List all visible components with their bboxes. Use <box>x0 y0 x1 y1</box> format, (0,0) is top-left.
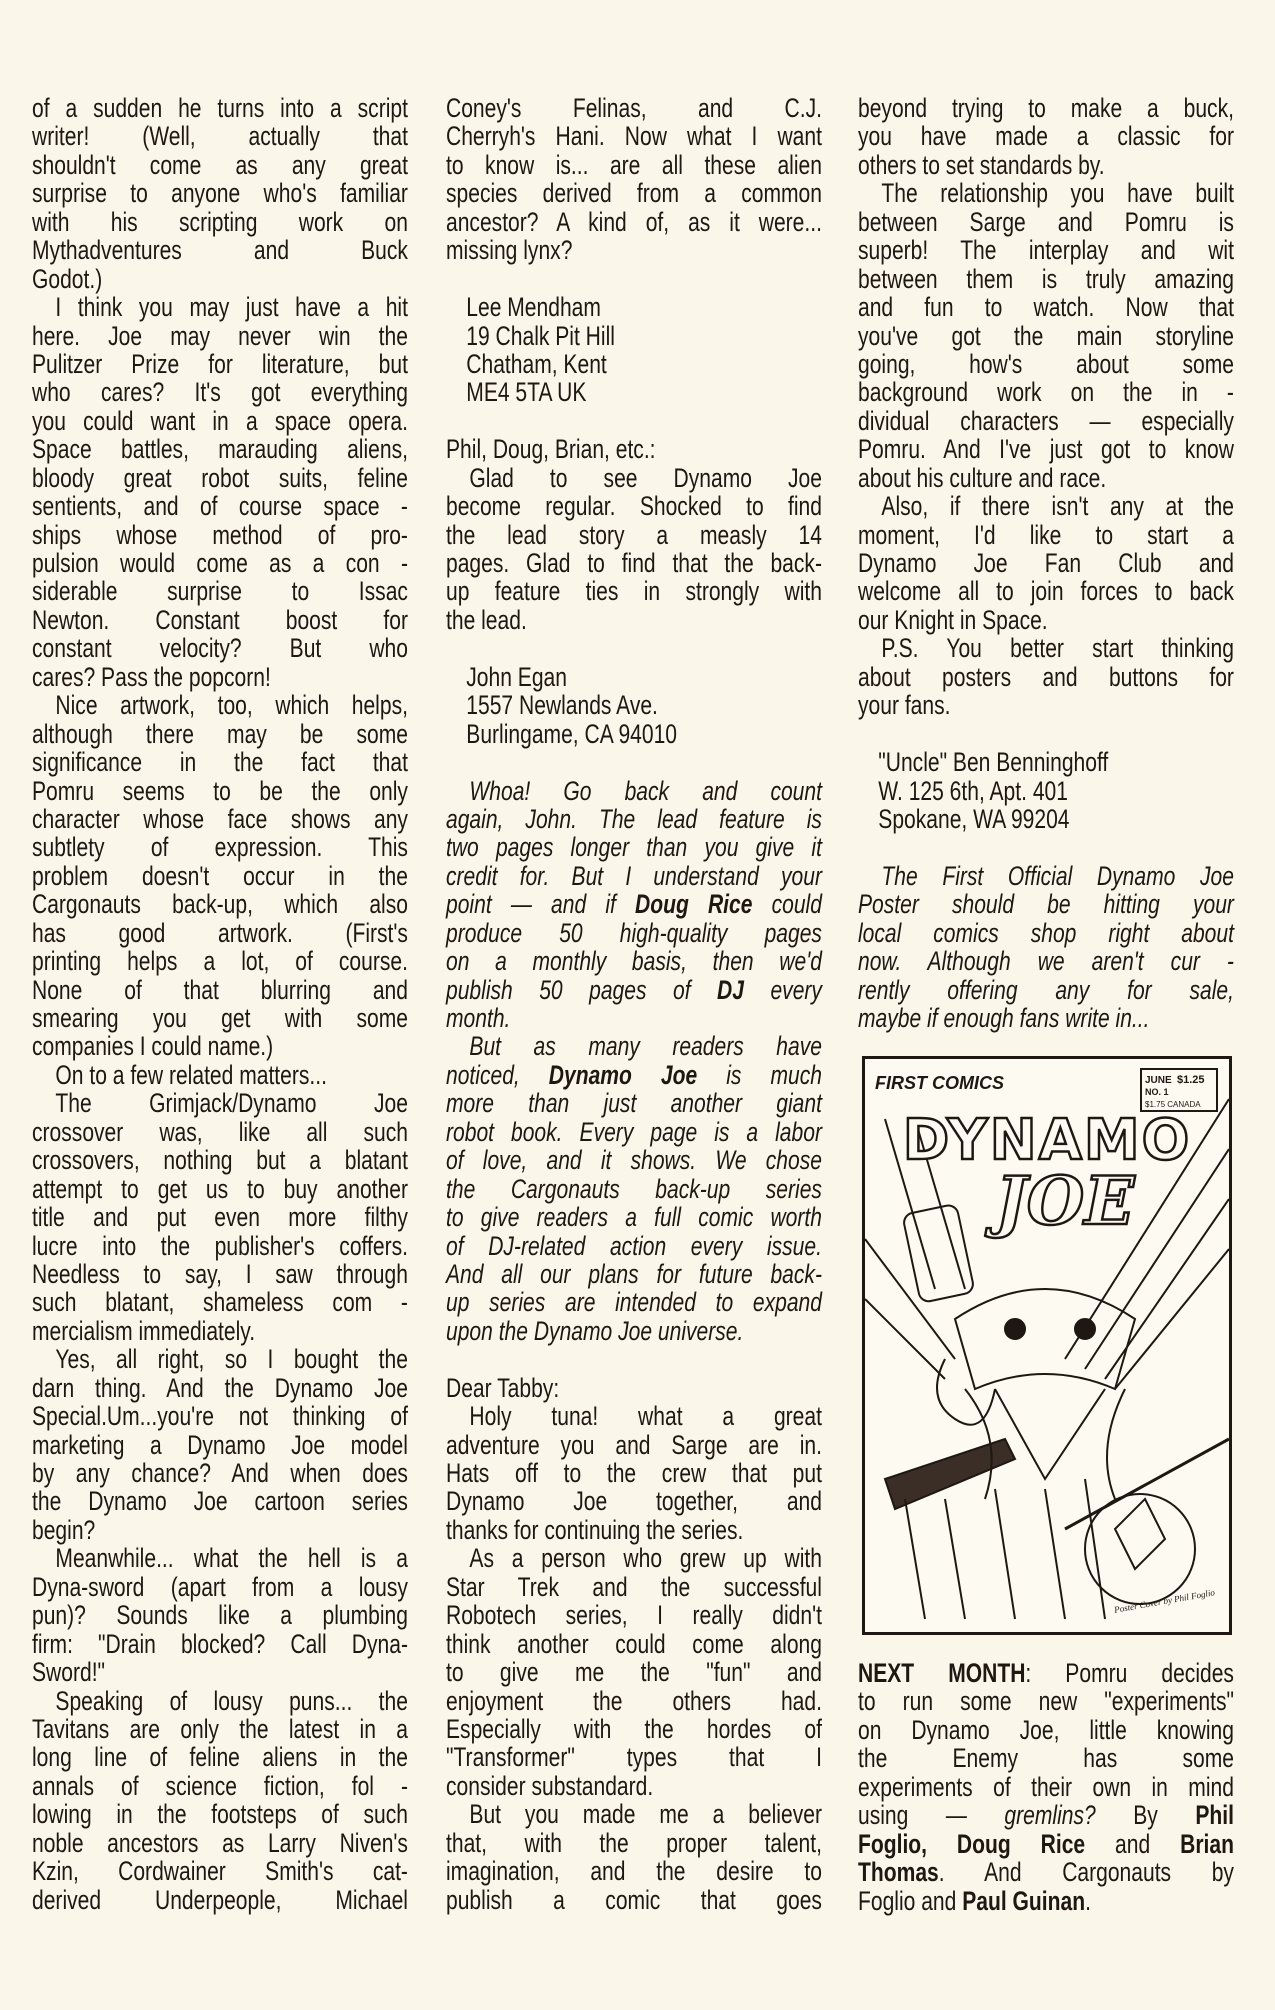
letter-paragraph <box>32 1687 408 1915</box>
text-line: Glad to see Dynamo Joe <box>469 462 822 493</box>
letter-paragraph <box>446 94 822 265</box>
text-line <box>446 976 822 1004</box>
text-line: Nice artwork, too, which helps, <box>55 690 408 721</box>
text-line: crossover was, like all such <box>32 1116 408 1147</box>
text-line: about his culture and race. <box>858 462 1107 493</box>
text-line: who cares? It's got everything <box>32 377 408 408</box>
text-line: to run some new "experiments" <box>858 1686 1234 1717</box>
text-line: your fans. <box>858 690 951 721</box>
text-line: ships whose method of pro- <box>32 519 408 550</box>
text-line: Cherryh's Hani. Now what I want <box>446 121 822 152</box>
issue-price-canada: $1.75 CANADA <box>1145 1100 1201 1109</box>
bold-text: Dynamo Joe <box>548 1059 698 1090</box>
text-line: publish a comic that goes <box>446 1884 822 1915</box>
text-line: you have made a classic for <box>858 121 1234 152</box>
letter-paragraph <box>32 1345 408 1544</box>
text-line: going, how's about some <box>858 348 1234 379</box>
text-line: The Grimjack/Dynamo Joe <box>55 1088 408 1119</box>
text-line: of love, and it shows. We chose <box>446 1145 822 1176</box>
text-line: writer! (Well, actually that <box>32 121 408 152</box>
text-run: Foglio and <box>858 1885 963 1916</box>
text-run: and <box>1085 1828 1181 1859</box>
text-line: Hats off to the crew that put <box>446 1458 822 1488</box>
text-line: two pages longer than you give it <box>446 832 822 863</box>
text-line: "Transformer" types that I <box>446 1742 822 1773</box>
bold-text: Doug Rice <box>635 889 753 920</box>
text-line: Chatham, Kent <box>466 348 607 379</box>
letter-paragraph <box>32 1061 408 1089</box>
text-line: firm: "Drain blocked? Call Dyna- <box>32 1628 408 1659</box>
letter-paragraph <box>32 1089 408 1345</box>
text-line: And all our plans for future back- <box>446 1258 822 1289</box>
text-line: now. Although we aren't cur - <box>858 946 1234 977</box>
text-line: constant velocity? But who <box>32 633 408 664</box>
text-line: Space battles, marauding aliens, <box>32 434 408 465</box>
text-line: pun)? Sounds like a plumbing <box>32 1600 408 1631</box>
text-line: the Enemy has some <box>858 1743 1234 1774</box>
text-line <box>446 1061 822 1089</box>
text-line: moment, I'd like to start a <box>858 519 1234 550</box>
text-line: long line of feline aliens in the <box>32 1742 408 1773</box>
poster-artwork <box>865 1059 1229 1632</box>
text-line: "Uncle" Ben Benninghoff <box>878 747 1109 778</box>
text-line: John Egan <box>466 661 567 692</box>
text-line: derived Underpeople, Michael <box>32 1884 408 1915</box>
text-line: of a sudden he turns into a script <box>32 93 408 123</box>
text-line: begin? <box>32 1514 96 1545</box>
text-line: companies I could name.) <box>32 1031 274 1062</box>
text-line: rently offering any for sale, <box>858 974 1234 1005</box>
bold-text: NEXT MONTH <box>858 1658 1026 1688</box>
blank-line <box>446 748 822 776</box>
text-line: the Dynamo Joe cartoon series <box>32 1486 408 1517</box>
text-line: local comics shop right about <box>858 917 1234 948</box>
text-line: Kzin, Cordwainer Smith's cat- <box>32 1856 408 1887</box>
letter-paragraph <box>858 634 1234 719</box>
text-line: become regular. Shocked to find <box>446 491 822 522</box>
text-line: Tavitans are only the latest in a <box>32 1713 408 1744</box>
text-line: background work on the in - <box>858 377 1234 408</box>
text-line: the lead story a measly 14 <box>446 519 822 550</box>
text-line: printing helps a lot, of course. <box>32 946 408 977</box>
text-line: noble ancestors as Larry Niven's <box>32 1827 408 1858</box>
text-line: ME4 5TA UK <box>466 377 587 408</box>
text-line: between Sarge and Pomru is <box>858 206 1234 237</box>
text-line: But you made me a believer <box>469 1799 822 1830</box>
text-line: The First Official Dynamo Joe <box>881 860 1234 891</box>
text-line: up feature ties in strongly with <box>446 576 822 607</box>
text-line: of DJ-related action every issue. <box>446 1230 822 1261</box>
text-line: title and put even more filthy <box>32 1202 408 1233</box>
text-line: Special.Um...you're not thinking of <box>32 1401 408 1432</box>
letter-paragraph <box>32 293 408 691</box>
bold-text: Foglio, Doug Rice <box>858 1828 1086 1859</box>
blank-line <box>446 1345 822 1373</box>
text-line: I think you may just have a hit <box>55 292 408 323</box>
text-line <box>858 1659 1234 1687</box>
text-line: between them is truly amazing <box>858 263 1234 294</box>
text-line: Needless to say, I saw through <box>32 1258 408 1289</box>
dynamo-joe-poster-image <box>862 1056 1232 1635</box>
text-line: significance in the fact that <box>32 747 408 778</box>
text-line: annals of science fiction, fol - <box>32 1770 408 1801</box>
text-run: could <box>752 889 822 920</box>
letters-column-1 <box>32 94 408 1914</box>
text-line <box>858 1887 1234 1915</box>
text-line: character whose face shows any <box>32 803 408 834</box>
text-line: thanks for continuing the series. <box>446 1514 744 1545</box>
text-line: experiments of their own in mind <box>858 1771 1234 1802</box>
text-run: is much <box>697 1059 822 1090</box>
next-month-announcement <box>858 1659 1234 1915</box>
text-line: more than just another giant <box>446 1088 822 1119</box>
text-line: Godot.) <box>32 263 103 294</box>
text-line: Pulitzer Prize for literature, but <box>32 348 408 379</box>
text-line: Star Trek and the successful <box>446 1571 822 1602</box>
text-line: Especially with the hordes of <box>446 1713 822 1744</box>
text-line: cares? Pass the popcorn! <box>32 661 271 692</box>
text-run: using — <box>858 1800 1005 1831</box>
text-line: upon the Dynamo Joe universe. <box>446 1315 744 1346</box>
text-line: Holy tuna! what a great <box>469 1401 822 1432</box>
text-line: Meanwhile... what the hell is a <box>55 1543 408 1574</box>
letter-paragraph <box>446 1800 822 1914</box>
text-line: has good artwork. (First's <box>32 917 408 948</box>
text-line <box>858 1801 1234 1829</box>
text-line: the lead. <box>446 604 527 635</box>
letter-paragraph <box>446 464 822 635</box>
editor-reply-paragraph <box>446 777 822 1033</box>
text-line: Spokane, WA 99204 <box>878 803 1070 834</box>
text-run: By <box>1095 1800 1196 1831</box>
text-line: siderable surprise to Issac <box>32 576 408 607</box>
letter-paragraph <box>446 1544 822 1800</box>
text-line: 19 Chalk Pit Hill <box>466 320 615 351</box>
letters-column-3 <box>858 94 1234 1032</box>
italic-text: gremlins? <box>1004 1800 1096 1831</box>
text-run: . <box>1085 1885 1091 1916</box>
text-line: dividual characters — especially <box>858 405 1234 436</box>
blank-line <box>446 407 822 435</box>
bold-text: DJ <box>717 974 744 1005</box>
text-line: on a monthly basis, then we'd <box>446 946 822 977</box>
text-line: beyond trying to make a buck, <box>858 93 1234 123</box>
text-line: again, John. The lead feature is <box>446 803 822 834</box>
text-run: . And Cargonauts by <box>938 1857 1234 1888</box>
blank-line <box>446 265 822 293</box>
text-line: Coney's Felinas, and C.J. <box>446 93 822 123</box>
text-line: But as many readers have <box>469 1031 822 1062</box>
text-line: Robotech series, I really didn't <box>446 1600 822 1631</box>
text-line: missing lynx? <box>446 235 573 266</box>
text-line: subtlety of expression. This <box>32 832 408 863</box>
text-line: Cargonauts back-up, which also <box>32 889 408 920</box>
bold-text: Paul Guinan <box>962 1885 1086 1916</box>
text-run: noticed, <box>446 1059 549 1090</box>
bold-text: Brian <box>1180 1828 1234 1859</box>
text-line: Dynamo Joe Fan Club and <box>858 548 1234 578</box>
text-line: W. 125 6th, Apt. 401 <box>878 775 1068 806</box>
text-line: smearing you get with some <box>32 1003 408 1033</box>
blank-line <box>446 634 822 662</box>
text-run: point — and if <box>446 889 636 920</box>
text-line: to give me the "fun" and <box>446 1657 822 1688</box>
letter-paragraph <box>858 492 1234 634</box>
text-line: lucre into the publisher's coffers. <box>32 1230 408 1261</box>
text-line: Burlingame, CA 94010 <box>466 718 678 749</box>
editor-reply-paragraph <box>446 1032 822 1345</box>
text-line: and fun to watch. Now that <box>858 292 1234 323</box>
text-line: imagination, and the desire to <box>446 1856 822 1887</box>
text-line: problem doesn't occur in the <box>32 860 408 891</box>
text-line: Pomru. And I've just got to know <box>858 434 1234 465</box>
letter-paragraph <box>32 691 408 1061</box>
letter-paragraph <box>32 94 408 293</box>
letter-paragraph <box>858 1659 1234 1915</box>
text-run: : Pomru decides <box>1025 1658 1234 1688</box>
text-line: the Cargonauts back-up series <box>446 1173 822 1204</box>
text-line: lowing in the footsteps of such <box>32 1799 408 1830</box>
letter-signature-address <box>446 293 822 407</box>
text-line: robot book. Every page is a labor <box>446 1116 822 1147</box>
text-line: by any chance? And when does <box>32 1458 408 1488</box>
text-line: As a person who grew up with <box>469 1543 822 1574</box>
issue-price: $1.25 <box>1177 1074 1205 1086</box>
text-line: with his scripting work on <box>32 206 408 237</box>
text-line: Lee Mendham <box>466 292 601 323</box>
text-line: crossovers, nothing but a blatant <box>32 1145 408 1176</box>
text-line: On to a few related matters... <box>55 1059 327 1090</box>
text-line: Dear Tabby: <box>446 1372 560 1403</box>
bold-text: Phil <box>1195 1800 1234 1831</box>
text-line: ancestor? A kind of, as it were... <box>446 206 822 237</box>
text-line: darn thing. And the Dynamo Joe <box>32 1372 408 1403</box>
text-line: species derived from a common <box>446 178 822 209</box>
text-line: think another could come along <box>446 1628 822 1659</box>
text-line: 1557 Newlands Ave. <box>466 690 658 721</box>
issue-number: NO. 1 <box>1145 1087 1169 1097</box>
text-line: P.S. You better start thinking <box>881 633 1234 664</box>
letter-signature-address <box>446 663 822 748</box>
text-line: The relationship you have built <box>881 178 1234 209</box>
text-line: Newton. Constant boost for <box>32 604 408 635</box>
poster-title-joe: JOE <box>995 1162 1135 1240</box>
letter-paragraph <box>32 1544 408 1686</box>
text-line: to give readers a full comic worth <box>446 1202 822 1233</box>
text-line: welcome all to join forces to back <box>858 576 1234 607</box>
text-line: up series are intended to expand <box>446 1287 822 1318</box>
text-line: pulsion would come as a con - <box>32 548 408 578</box>
text-line: produce 50 high-quality pages <box>446 917 822 948</box>
text-line: None of that blurring and <box>32 974 408 1005</box>
text-line: Whoa! Go back and count <box>469 775 822 806</box>
bold-text: Thomas <box>858 1857 939 1888</box>
text-line: maybe if enough fans write in... <box>858 1003 1150 1033</box>
text-line: mercialism immediately. <box>32 1315 256 1346</box>
text-line: on Dynamo Joe, little knowing <box>858 1714 1234 1745</box>
text-line <box>446 890 822 918</box>
text-line: although there may be some <box>32 718 408 749</box>
blank-line <box>858 720 1234 748</box>
poster-title-dynamo: DYNAMO <box>902 1108 1192 1173</box>
text-line: shouldn't come as any great <box>32 149 408 180</box>
text-line: superb! The interplay and wit <box>858 235 1234 266</box>
artist-signature: Poster Cover by Phil Foglio <box>1113 1587 1216 1615</box>
text-line: here. Joe may never win the <box>32 320 408 351</box>
text-line: surprise to anyone who's familiar <box>32 178 408 209</box>
text-line: month. <box>446 1003 511 1033</box>
text-line: adventure you and Sarge are in. <box>446 1429 822 1460</box>
issue-month: JUNE <box>1145 1075 1172 1086</box>
text-line: that, with the proper talent, <box>446 1827 822 1858</box>
text-line <box>858 1830 1234 1858</box>
text-line: consider substandard. <box>446 1770 654 1801</box>
letter-salutation <box>446 1374 822 1402</box>
letters-column-2 <box>446 94 822 1914</box>
letter-paragraph <box>446 1402 822 1544</box>
text-line: bloody great robot suits, feline <box>32 462 408 493</box>
text-line: Speaking of lousy puns... the <box>55 1685 408 1716</box>
text-line: Mythadventures and Buck <box>32 235 408 266</box>
text-line: pages. Glad to find that the back- <box>446 548 822 578</box>
text-line: you've got the main storyline <box>858 320 1234 351</box>
blank-line <box>858 833 1234 861</box>
text-line: marketing a Dynamo Joe model <box>32 1429 408 1460</box>
text-line: Poster should be hitting your <box>858 889 1234 920</box>
text-line: Sword!" <box>32 1657 106 1688</box>
text-line: Dynamo Joe together, and <box>446 1486 822 1517</box>
text-line: our Knight in Space. <box>858 604 1048 635</box>
text-line: credit for. But I understand your <box>446 860 822 891</box>
letter-paragraph <box>858 179 1234 492</box>
text-line: attempt to get us to buy another <box>32 1173 408 1204</box>
text-line: you could want in a space opera. <box>32 405 408 436</box>
letter-signature-address <box>858 748 1234 833</box>
text-line: to know is... are all these alien <box>446 149 822 180</box>
text-line: Yes, all right, so I bought the <box>55 1344 408 1375</box>
text-line: Also, if there isn't any at the <box>881 491 1234 522</box>
text-run: publish 50 pages of <box>446 974 718 1005</box>
text-run: every <box>743 974 822 1005</box>
text-line: others to set standards by. <box>858 149 1105 180</box>
letter-salutation <box>446 435 822 463</box>
text-line: about posters and buttons for <box>858 661 1234 692</box>
text-line: sentients, and of course space - <box>32 491 408 522</box>
text-line <box>858 1858 1234 1886</box>
text-line: enjoyment the others had. <box>446 1685 822 1716</box>
text-line: such blatant, shameless com - <box>32 1287 408 1318</box>
text-line: Pomru seems to be the only <box>32 775 408 806</box>
editor-reply-paragraph <box>858 862 1234 1033</box>
publisher-logo: FIRST COMICS <box>875 1073 1004 1093</box>
text-line: Dyna-sword (apart from a lousy <box>32 1571 408 1602</box>
text-line: Phil, Doug, Brian, etc.: <box>446 434 656 465</box>
letter-paragraph <box>858 94 1234 179</box>
